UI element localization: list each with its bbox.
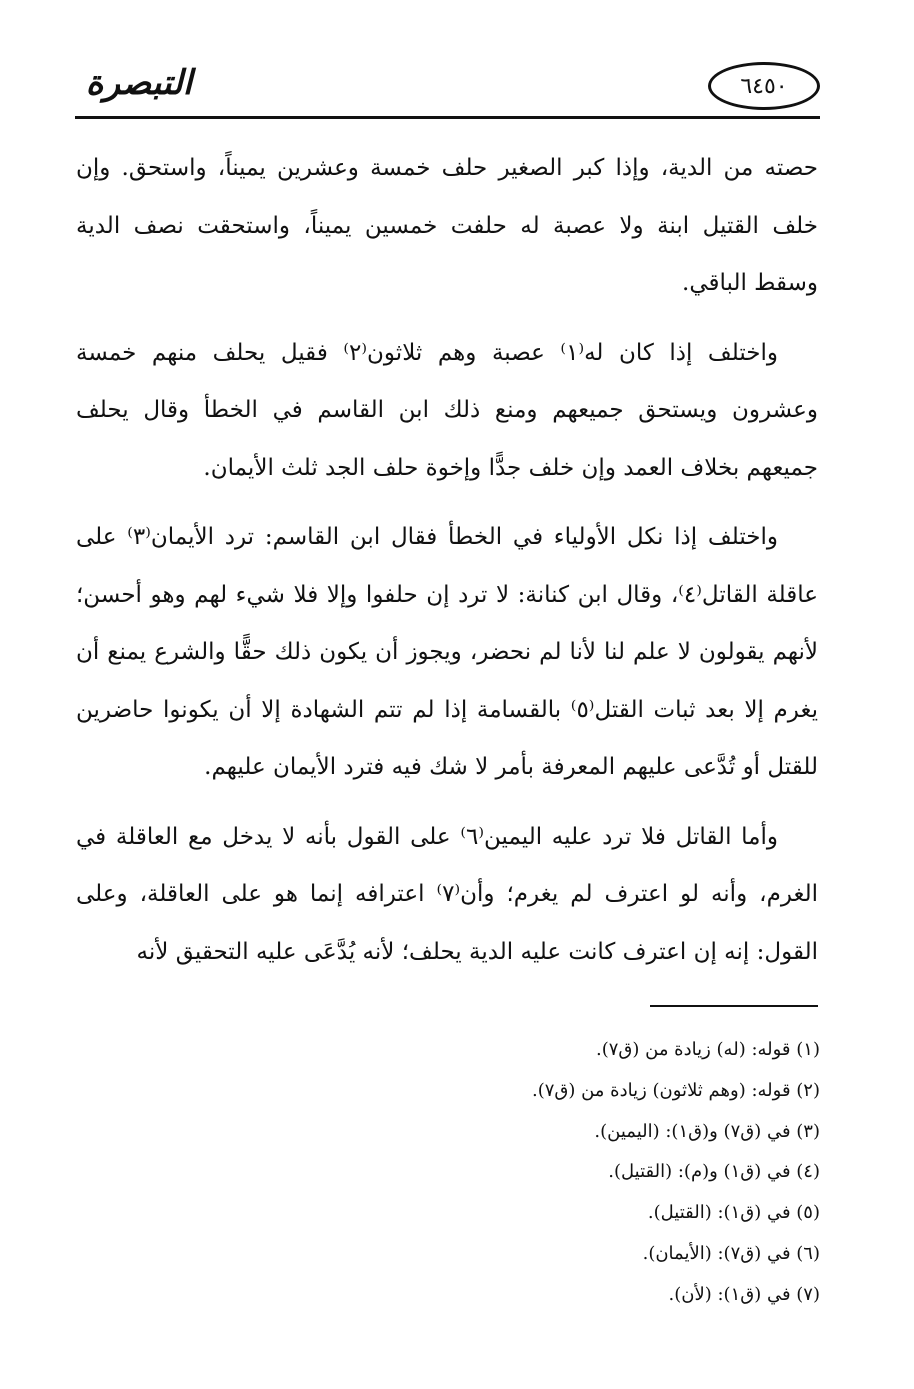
footnote-5: (٥) في (ق١): (القتيل). — [647, 1202, 820, 1224]
paragraph-3: واختلف إذا نكل الأولياء في الخطأ فقال ابن القاسم: ترد الأيمان⁽٣⁾ على عاقلة القاتل⁽٤⁾، وقال ابن كنانة: لا ترد إن حلفوا وإلا فلا شيء لهم وهو أحسن؛ لأنهم يقولون لا علم لنا لأنا لم نحضر، ويجوز أن يكون ذلك حقًّا والشرع يمنع أن يغرم إلا بعد ثبات القتل⁽٥⁾ بالقسامة إذا لم تتم الشهادة إلا أن يكونوا حاضرين للقتل أو تُدَّعى عليهم المعرفة بأمر لا شك فيه فترد الأيمان عليهم. — [76, 524, 818, 780]
paragraph-4: وأما القاتل فلا ترد عليه اليمين⁽٦⁾ على القول بأنه لا يدخل مع العاقلة في الغرم، وأنه لو اعترف لم يغرم؛ وأن⁽٧⁾ اعترافه إنما هو على العاقلة، وعلى القول: إنه إن اعترف كانت عليه الدية يحلف؛ لأنه يُدَّعَى عليه التحقيق لأنه — [76, 823, 819, 965]
footnote-4: (٤) في (ق١) و(م): (القتيل). — [608, 1161, 820, 1183]
main-text — [76, 140, 818, 993]
footnote-7: (٧) في (ق١): (لأن). — [668, 1283, 820, 1305]
footnote-2: (٢) قوله: (وهم ثلاثون) زيادة من (ق٧). — [531, 1079, 820, 1101]
page-number-badge — [708, 62, 820, 110]
footnote-divider — [650, 1005, 818, 1007]
page-header — [75, 40, 820, 118]
footnote-3: (٣) في (ق٧) و(ق١): (اليمين). — [594, 1120, 820, 1142]
book-title-calligraphy — [75, 52, 203, 108]
footnote-6: (٦) في (ق٧): (الأيمان). — [642, 1242, 820, 1264]
paragraph-1: حصته من الدية، وإذا كبر الصغير حلف خمسة وعشرين يميناً، واستحق. وإن خلف القتيل ابنة ولا عصبة له حلفت خمسين يميناً، واستحقت نصف الدية وسقط الباقي. — [76, 155, 818, 296]
page-number: ٦٤٥٠ — [740, 73, 788, 99]
footnotes — [300, 1030, 820, 1316]
book-title-logo — [75, 52, 203, 108]
footnote-1: (١) قوله: (له) زيادة من (ق٧). — [595, 1039, 820, 1060]
header-divider — [75, 116, 820, 119]
book-title-text: التبصرة — [85, 63, 193, 103]
paragraph-2: واختلف إذا كان له⁽١⁾ عصبة وهم ثلاثون⁽٢⁾ فقيل يحلف منهم خمسة وعشرون ويستحق جميعهم ومنع ذلك ابن القاسم في الخطأ وقال يحلف جميعهم بخلاف العمد وإن خلف جدًّا وإخوة حلف الجد ثلث الأيمان. — [76, 339, 818, 481]
